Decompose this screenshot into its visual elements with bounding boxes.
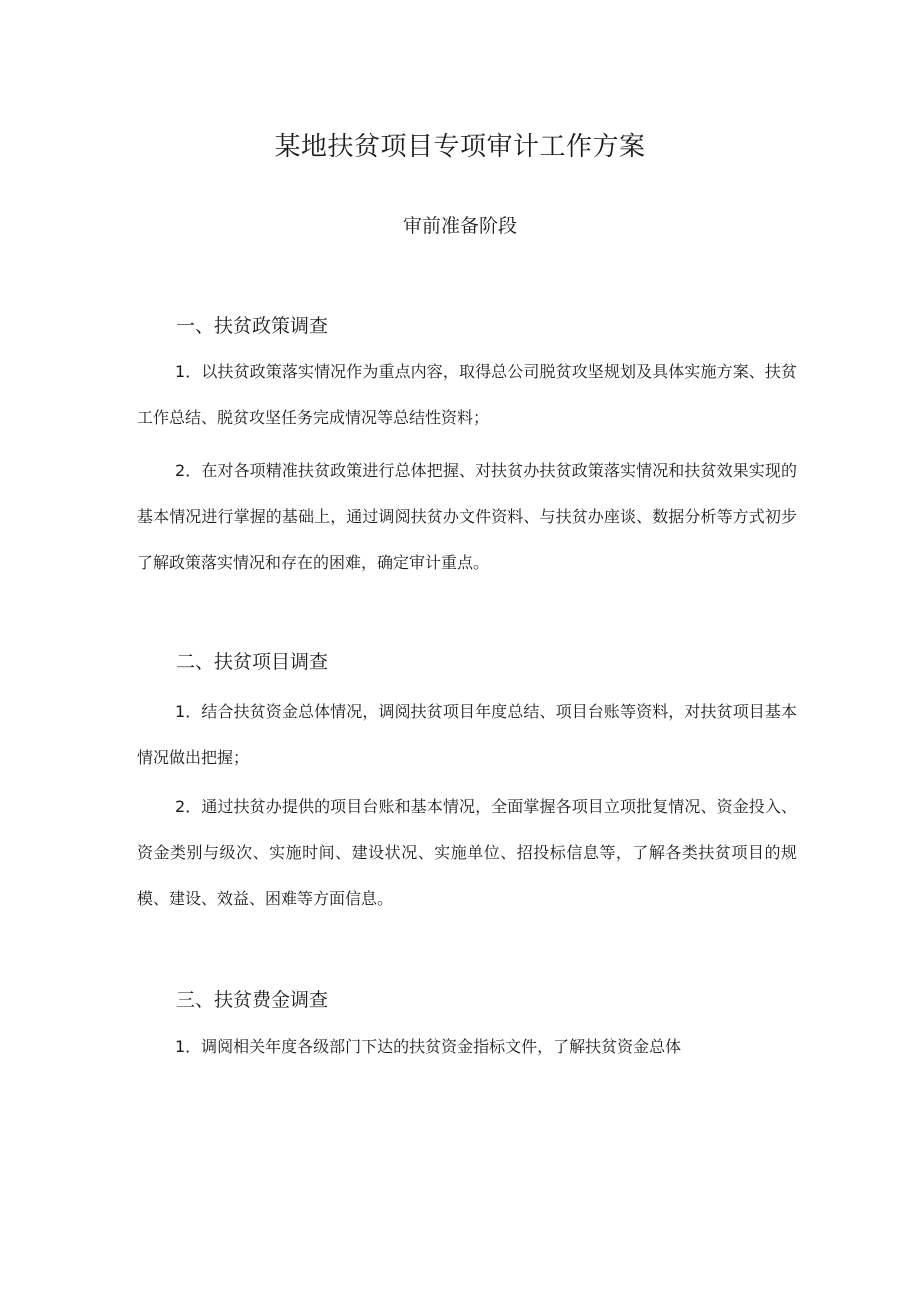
section-3-item-1: 1．调阅相关年度各级部门下达的扶贫资金指标文件，了解扶贫资金总体 bbox=[175, 1037, 682, 1056]
section-heading-funds: 三、扶贫费金调查 bbox=[176, 989, 329, 1011]
document-subtitle: 审前准备阶段 bbox=[402, 215, 517, 237]
section-2-item-1: 1．结合扶贫资金总体情况，调阅扶贫项目年度总结、项目台账等资料，对扶贫项目基本情况做出把握； bbox=[137, 702, 797, 767]
section-1-item-1: 1．以扶贫政策落实情况作为重点内容，取得总公司脱贫攻坚规划及具体实施方案、扶贫工作总结、脱贫攻坚任务完成情况等总结性资料； bbox=[137, 362, 797, 427]
section-heading-projects: 二、扶贫项目调查 bbox=[176, 651, 329, 673]
document-title: 某地扶贫项目专项审计工作方案 bbox=[274, 132, 646, 162]
section-heading-policy: 一、扶贫政策调查 bbox=[176, 315, 329, 337]
section-1-item-2: 2．在对各项精准扶贫政策进行总体把握、对扶贫办扶贫政策落实情况和扶贫效果实现的基本情况进行掌握的基础上，通过调阅扶贫办文件资料、与扶贫办座谈、数据分析等方式初步了解政策落实情况和存在的困难，确定审计重点。 bbox=[137, 461, 797, 572]
section-2-item-2: 2．通过扶贫办提供的项目台账和基本情况，全面掌握各项目立项批复情况、资金投入、资金类别与级次、实施时间、建设状况、实施单位、招投标信息等，了解各类扶贫项目的规模、建设、效益、困难等方面信息。 bbox=[137, 797, 797, 908]
